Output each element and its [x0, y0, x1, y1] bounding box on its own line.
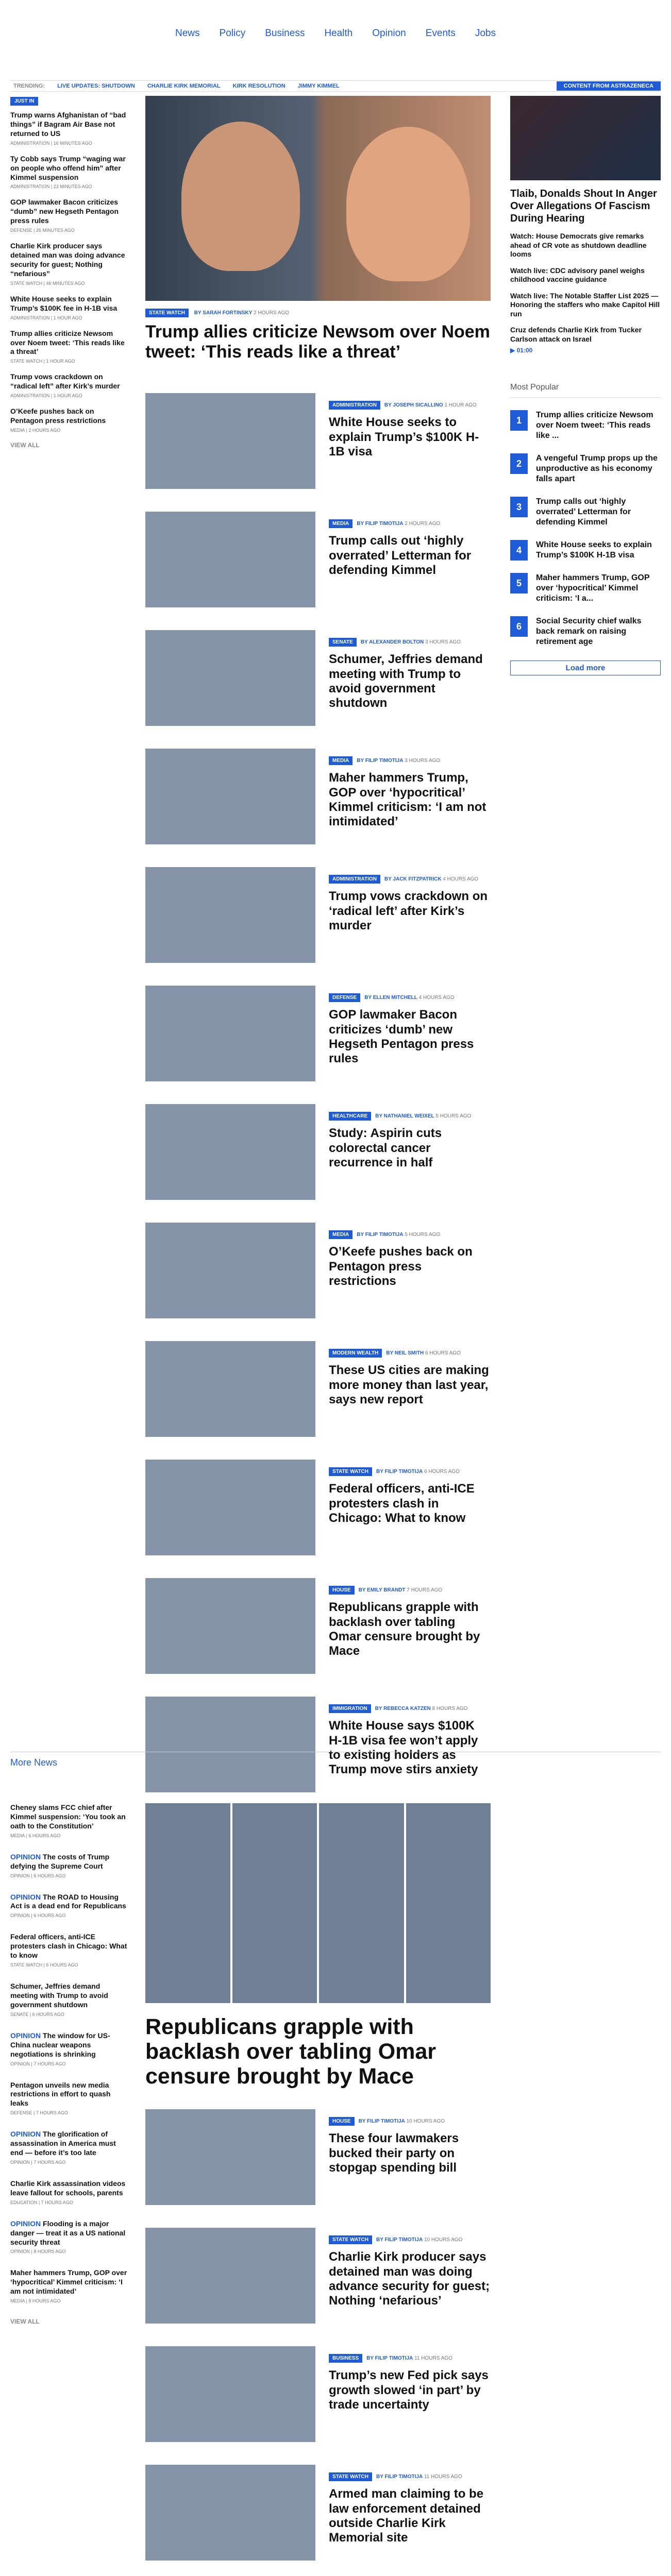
trending-link[interactable]: KIRK RESOLUTION	[232, 83, 286, 89]
story-thumbnail[interactable]	[145, 2228, 315, 2324]
headline[interactable]: White House seeks to explain Trump’s $100K fee in H-1B visa	[10, 294, 118, 312]
more-news-main	[145, 1803, 491, 2576]
story-headline[interactable]: Federal officers, anti-ICE protesters clash in Chicago: What to know	[329, 1482, 475, 1525]
byline[interactable]: BY FILIP TIMOTIJA	[376, 2474, 423, 2480]
story-card[interactable]	[145, 2109, 491, 2205]
story-body	[329, 1104, 491, 1200]
meta: EDUCATION | 7 HOURS AGO	[10, 2199, 73, 2205]
nav-policy[interactable]: Policy	[219, 28, 246, 39]
story-card[interactable]	[145, 393, 491, 489]
headline[interactable]: White House seeks to explain Trump’s $100K H-1B visa	[536, 540, 652, 560]
story-meta	[329, 2355, 491, 2361]
headline[interactable]: A vengeful Trump props up the unproductive as his economy falls apart	[536, 454, 658, 483]
opinion-label: OPINION	[10, 2219, 41, 2228]
story-card[interactable]	[145, 867, 491, 963]
hero-meta	[145, 310, 491, 316]
headline-text[interactable]: Cheney slams FCC chief after Kimmel suspension: ‘You took an oath to the Constitution’	[10, 1803, 126, 1830]
view-all-link[interactable]: VIEW ALL	[10, 441, 40, 449]
trending-label: TRENDING:	[13, 83, 45, 89]
story-headline[interactable]: These US cities are making more money than last year, says new report	[329, 1363, 489, 1406]
category-badge[interactable]: BUSINESS	[329, 2354, 362, 2363]
list-item[interactable]	[10, 111, 128, 146]
category-badge[interactable]: HOUSE	[329, 2117, 355, 2126]
meta: DEFENSE | 7 HOURS AGO	[10, 2110, 68, 2116]
headline[interactable]: Trump warns Afghanistan of “bad things” if Bagram Air Base not returned to US	[10, 111, 126, 138]
meta: MEDIA | 2 HOURS AGO	[10, 427, 61, 433]
story-meta	[329, 758, 491, 764]
story-meta	[329, 1232, 491, 1238]
category-badge[interactable]: ADMINISTRATION	[329, 401, 380, 410]
list-item[interactable]	[10, 198, 128, 233]
story-body	[329, 2228, 491, 2324]
category-badge[interactable]: DEFENSE	[329, 993, 360, 1002]
category-badge[interactable]: IMMIGRATION	[329, 1704, 371, 1713]
story-body	[329, 393, 491, 489]
headline[interactable]: Ty Cobb says Trump “waging war on people who offend him” after Kimmel suspension	[10, 154, 126, 181]
story-headline[interactable]: O’Keefe pushes back on Pentagon press restrictions	[329, 1245, 473, 1288]
category-badge[interactable]: ADMINISTRATION	[329, 875, 380, 884]
most-popular-item[interactable]	[510, 540, 661, 561]
story-card[interactable]	[145, 2228, 491, 2324]
story-thumbnail[interactable]	[145, 1223, 315, 1318]
timestamp: 6 HOURS AGO	[425, 1350, 461, 1357]
headline[interactable]: Trump allies criticize Newsom over Noem tweet: ‘This reads like a threat’	[10, 329, 125, 356]
story-thumbnail[interactable]	[145, 2346, 315, 2442]
category-badge[interactable]: HEALTHCARE	[329, 1112, 371, 1121]
byline[interactable]: BY FILIP TIMOTIJA	[376, 2237, 423, 2243]
story-body	[329, 2465, 491, 2561]
headline[interactable]: Social Security chief walks back remark on raising retirement age	[536, 617, 642, 646]
story-headline[interactable]: Trump vows crackdown on ‘radical left’ after Kirk’s murder	[329, 889, 488, 933]
byline[interactable]: BY FILIP TIMOTIJA	[376, 1469, 423, 1475]
headline-text[interactable]: Schumer, Jeffries demand meeting with Trump to avoid government shutdown	[10, 1982, 108, 2009]
story-card[interactable]	[145, 2346, 491, 2442]
headline[interactable]: O’Keefe pushes back on Pentagon press restrictions	[10, 407, 106, 425]
trending-bar	[10, 80, 661, 92]
story-meta	[329, 2237, 491, 2243]
list-item[interactable]	[10, 2179, 128, 2205]
meta: ADMINISTRATION | 1 HOUR AGO	[10, 393, 82, 399]
timestamp: 5 HOURS AGO	[435, 1113, 472, 1120]
just-in-rail	[10, 96, 128, 449]
meta: STATE WATCH | 1 HOUR AGO	[10, 359, 75, 364]
trending-link[interactable]: JIMMY KIMMEL	[297, 83, 340, 89]
story-card[interactable]	[145, 1104, 491, 1200]
list-item[interactable]	[10, 1893, 128, 1919]
video-link[interactable]: Watch: House Democrats give remarks ahead of CR vote as shutdown deadline looms	[510, 232, 647, 258]
headline-text[interactable]: Federal officers, anti-ICE protesters clash in Chicago: What to know	[10, 1933, 127, 1960]
timestamp: 10 HOURS AGO	[424, 2237, 463, 2243]
rank-badge: 6	[510, 616, 528, 637]
category-badge[interactable]: MODERN WEALTH	[329, 1349, 382, 1358]
story-body	[329, 986, 491, 1081]
timestamp: 5 HOURS AGO	[405, 1232, 441, 1238]
lead-image-mosaic[interactable]	[145, 1803, 491, 2003]
story-headline[interactable]: Republicans grapple with backlash over tabling Omar censure brought by Mace	[329, 1600, 480, 1658]
meta: OPINION | 7 HOURS AGO	[10, 2061, 66, 2066]
category-badge[interactable]: HOUSE	[329, 1586, 355, 1595]
byline[interactable]: BY JOSEPH SICALLINO	[384, 402, 443, 409]
story-headline[interactable]: These four lawmakers bucked their party on stopgap spending bill	[329, 2131, 459, 2175]
more-story-list	[145, 2109, 491, 2576]
headline[interactable]: Trump calls out ‘highly overrated’ Letterman for defending Kimmel	[536, 497, 631, 527]
story-thumbnail[interactable]	[145, 2465, 315, 2561]
video-link[interactable]: Watch live: CDC advisory panel weighs childhood vaccine guidance	[510, 266, 645, 283]
story-thumbnail[interactable]	[145, 867, 315, 963]
story-card[interactable]	[145, 1578, 491, 1674]
nav-jobs[interactable]: Jobs	[475, 28, 496, 39]
byline[interactable]: BY EMILY BRANDT	[358, 1587, 406, 1594]
story-meta	[329, 1706, 491, 1711]
opinion-label: OPINION	[10, 2031, 41, 2040]
nav-news[interactable]: News	[175, 28, 200, 39]
story-body	[329, 630, 491, 726]
story-meta	[329, 1587, 491, 1593]
story-body	[329, 749, 491, 844]
meta: MEDIA | 8 HOURS AGO	[10, 2298, 61, 2304]
byline[interactable]: BY ELLEN MITCHELL	[364, 995, 417, 1001]
nav-events[interactable]: Events	[425, 28, 456, 39]
opinion-label: OPINION	[10, 1892, 41, 1901]
more-news-list	[10, 1803, 128, 2325]
rank-badge: 5	[510, 573, 528, 594]
category-badge[interactable]: STATE WATCH	[329, 2472, 372, 2481]
most-popular-item[interactable]	[510, 497, 661, 528]
story-headline[interactable]: Trump’s new Fed pick says growth slowed ‘in part’ by trade uncertainty	[329, 2368, 489, 2412]
story-card[interactable]	[145, 1223, 491, 1318]
headline[interactable]	[10, 2179, 128, 2198]
story-meta	[329, 1469, 491, 1475]
byline[interactable]: BY JACK FITZPATRICK	[384, 876, 442, 883]
opinion-label: OPINION	[10, 1852, 41, 1861]
category-badge[interactable]: SENATE	[329, 638, 357, 647]
headline[interactable]	[10, 1933, 128, 1960]
headline-text[interactable]: The glorification of assassination in America must end — before it’s too late	[10, 2130, 116, 2157]
list-item[interactable]	[10, 2081, 128, 2116]
headline-text[interactable]: Flooding is a major danger — treat it as a US national security threat	[10, 2219, 126, 2246]
story-body	[329, 1697, 491, 1792]
meta: MEDIA | 6 HOURS AGO	[10, 1833, 61, 1838]
hero-image[interactable]	[145, 96, 491, 301]
story-thumbnail[interactable]	[145, 1460, 315, 1555]
most-popular-item[interactable]	[510, 573, 661, 604]
story-headline[interactable]: Study: Aspirin cuts colorectal cancer recurrence in half	[329, 1126, 442, 1170]
rank-badge: 1	[510, 410, 528, 431]
meta: ADMINISTRATION | 1 HOUR AGO	[10, 315, 82, 320]
meta: STATE WATCH | 46 MINUTES AGO	[10, 280, 85, 286]
sponsored-link[interactable]: CONTENT FROM ASTRAZENECA	[557, 81, 661, 91]
story-headline[interactable]: GOP lawmaker Bacon criticizes ‘dumb’ new Hegseth Pentagon press rules	[329, 1008, 474, 1066]
timestamp: 2 HOURS AGO	[254, 310, 290, 316]
list-item[interactable]	[10, 329, 128, 364]
story-thumbnail[interactable]	[145, 630, 315, 726]
story-thumbnail[interactable]	[145, 749, 315, 844]
video-thumbnail[interactable]	[510, 96, 661, 180]
story-card[interactable]	[145, 1697, 491, 1792]
byline[interactable]: BY FILIP TIMOTIJA	[358, 2119, 405, 2125]
story-body	[329, 512, 491, 607]
list-item[interactable]	[10, 2130, 128, 2165]
headline[interactable]	[10, 1853, 128, 1871]
list-item[interactable]	[10, 295, 128, 320]
story-headline[interactable]: Maher hammers Trump, GOP over ‘hypocritical’ Kimmel criticism: ‘I am not intimidated’	[329, 771, 487, 829]
story-card[interactable]	[145, 749, 491, 844]
story-card[interactable]	[145, 630, 491, 726]
category-badge[interactable]: MEDIA	[329, 1230, 353, 1239]
story-body	[329, 2346, 491, 2442]
story-meta	[329, 1113, 491, 1119]
hero-headline[interactable]: Trump allies criticize Newsom over Noem tweet: ‘This reads like a threat’	[145, 322, 490, 362]
photo	[406, 1803, 491, 2003]
story-thumbnail[interactable]	[145, 1341, 315, 1437]
meta: ADMINISTRATION | 16 MINUTES AGO	[10, 140, 92, 146]
most-popular-item[interactable]	[510, 410, 661, 441]
story-meta	[329, 876, 491, 882]
timestamp: 11 HOURS AGO	[414, 2355, 452, 2362]
story-thumbnail[interactable]	[145, 1697, 315, 1792]
headline-text[interactable]: Charlie Kirk assassination videos leave fallout for schools, parents	[10, 2179, 126, 2197]
story-headline[interactable]: Trump calls out ‘highly overrated’ Letterman for defending Kimmel	[329, 534, 472, 577]
story-card[interactable]	[145, 512, 491, 607]
story-card[interactable]	[145, 986, 491, 1081]
story-card[interactable]	[145, 2465, 491, 2561]
story-thumbnail[interactable]	[145, 1578, 315, 1674]
story-meta	[329, 2474, 491, 2480]
category-badge[interactable]: STATE WATCH	[329, 1467, 372, 1476]
story-body	[329, 1223, 491, 1318]
story-meta	[329, 2119, 491, 2124]
video-duration[interactable]: ▶ 01:00	[510, 347, 533, 354]
timestamp: 4 HOURS AGO	[418, 995, 455, 1001]
story-list	[145, 393, 491, 1792]
story-headline[interactable]: White House seeks to explain Trump’s $100K H-1B visa	[329, 415, 479, 459]
byline[interactable]: BY NEIL SMITH	[386, 1350, 424, 1357]
headline-text[interactable]: The ROAD to Housing Act is a dead end for Republicans	[10, 1892, 126, 1910]
lead-headline[interactable]: Republicans grapple with backlash over tabling Omar censure brought by Mace	[145, 2014, 436, 2089]
meta: OPINION | 7 HOURS AGO	[10, 2159, 66, 2165]
timestamp: 11 HOURS AGO	[424, 2474, 462, 2480]
story-card[interactable]	[145, 1460, 491, 1555]
featured-video-title[interactable]: Tlaib, Donalds Shout In Anger Over Allegations Of Fascism During Hearing	[510, 188, 657, 224]
story-thumbnail[interactable]	[145, 986, 315, 1081]
headline[interactable]	[10, 2219, 128, 2247]
story-card[interactable]	[145, 1341, 491, 1437]
story-thumbnail[interactable]	[145, 393, 315, 489]
story-thumbnail[interactable]	[145, 512, 315, 607]
headline[interactable]: Charlie Kirk producer says detained man was doing advance security for guest; Nothing “nefarious”	[10, 242, 125, 278]
right-rail	[510, 96, 661, 675]
list-item[interactable]	[10, 242, 128, 286]
story-meta	[329, 521, 491, 527]
headline-text[interactable]: Pentagon unveils new media restrictions in effort to quash leaks	[10, 2080, 111, 2108]
story-body	[329, 1341, 491, 1437]
photo-subject	[346, 127, 470, 281]
nav-opinion[interactable]: Opinion	[372, 28, 406, 39]
most-popular-item[interactable]	[510, 453, 661, 484]
byline[interactable]: BY SARAH FORTINSKY	[194, 310, 253, 316]
category-badge[interactable]: STATE WATCH	[329, 2235, 372, 2244]
headline[interactable]	[10, 2031, 128, 2059]
headline[interactable]	[10, 1982, 128, 2010]
story-headline[interactable]: Schumer, Jeffries demand meeting with Trump to avoid government shutdown	[329, 652, 483, 710]
most-popular-item[interactable]	[510, 616, 661, 647]
story-headline[interactable]: Charlie Kirk producer says detained man was doing advance security for guest; Nothing ‘nefarious’	[329, 2250, 490, 2308]
story-meta	[329, 1350, 491, 1356]
story-thumbnail[interactable]	[145, 1104, 315, 1200]
list-item[interactable]	[10, 2031, 128, 2066]
headline[interactable]: GOP lawmaker Bacon criticizes “dumb” new Hegseth Pentagon press rules	[10, 198, 119, 225]
timestamp: 10 HOURS AGO	[406, 2119, 445, 2125]
meta: OPINION | 6 HOURS AGO	[10, 1913, 66, 1919]
story-body	[329, 2109, 491, 2205]
headline[interactable]	[10, 2130, 128, 2158]
timestamp: 4 HOURS AGO	[443, 876, 479, 883]
byline[interactable]: BY REBECCA KATZEN	[375, 1706, 431, 1712]
nav-health[interactable]: Health	[324, 28, 353, 39]
byline[interactable]: BY ALEXANDER BOLTON	[360, 639, 424, 646]
story-headline[interactable]: Armed man claiming to be law enforcement detained outside Charlie Kirk Memorial site	[329, 2487, 484, 2545]
byline[interactable]: BY FILIP TIMOTIJA	[357, 521, 404, 527]
view-all-link[interactable]: VIEW ALL	[10, 2318, 40, 2326]
timestamp: 2 HOURS AGO	[405, 521, 441, 527]
story-headline[interactable]: White House says $100K H-1B visa fee won’t apply to existing holders as Trump move stirs anxiety	[329, 1719, 478, 1777]
photo	[232, 1803, 317, 2003]
headline[interactable]: Trump allies criticize Newsom over Noem tweet: ‘This reads like ...	[536, 411, 653, 440]
nav-business[interactable]: Business	[265, 28, 305, 39]
headline-text[interactable]: Maher hammers Trump, GOP over ‘hypocritical’ Kimmel criticism: ‘I am not intimidated’	[10, 2268, 127, 2296]
most-popular-heading: Most Popular	[510, 383, 661, 398]
meta: ADMINISTRATION | 23 MINUTES AGO	[10, 184, 92, 190]
headline[interactable]	[10, 1803, 128, 1831]
timestamp: 1 HOUR AGO	[444, 402, 477, 409]
headline-text[interactable]: The costs of Trump defying the Supreme Court	[10, 1852, 110, 1870]
story-body	[329, 867, 491, 963]
list-item[interactable]	[10, 155, 128, 190]
byline[interactable]: BY FILIP TIMOTIJA	[357, 758, 404, 764]
photo-subject	[181, 122, 300, 271]
byline[interactable]: BY FILIP TIMOTIJA	[366, 2355, 413, 2362]
opinion-label: OPINION	[10, 2130, 41, 2139]
byline[interactable]: BY NATHANIEL WEIXEL	[375, 1113, 434, 1120]
headline[interactable]	[10, 2268, 128, 2296]
category-badge[interactable]: MEDIA	[329, 519, 353, 528]
rank-badge: 3	[510, 497, 528, 517]
headline[interactable]: Maher hammers Trump, GOP over ‘hypocritical’ Kimmel criticism: ‘I a...	[536, 573, 650, 603]
byline[interactable]: BY FILIP TIMOTIJA	[357, 1232, 404, 1238]
timestamp: 7 HOURS AGO	[407, 1587, 443, 1594]
rank-badge: 2	[510, 453, 528, 474]
timestamp: 8 HOURS AGO	[432, 1706, 468, 1712]
list-item[interactable]	[10, 1803, 128, 1838]
timestamp: 3 HOURS AGO	[405, 758, 441, 764]
timestamp: 6 HOURS AGO	[424, 1469, 460, 1475]
list-item[interactable]	[10, 2268, 128, 2303]
primary-nav	[0, 0, 671, 67]
story-meta	[329, 402, 491, 408]
list-item[interactable]	[10, 1853, 128, 1878]
headline-text[interactable]: The window for US-China nuclear weapons negotiations is shrinking	[10, 2031, 110, 2058]
meta: OPINION | 8 HOURS AGO	[10, 2249, 66, 2255]
story-meta	[329, 995, 491, 1001]
list-item[interactable]	[10, 372, 128, 398]
category-badge[interactable]: MEDIA	[329, 756, 353, 765]
story-thumbnail[interactable]	[145, 2109, 315, 2205]
list-item[interactable]	[10, 407, 128, 433]
video-link[interactable]: Cruz defends Charlie Kirk from Tucker Carlson attack on Israel	[510, 326, 642, 343]
story-body	[329, 1460, 491, 1555]
headline[interactable]	[10, 2081, 128, 2109]
meta: DEFENSE | 26 MINUTES AGO	[10, 228, 75, 233]
list-item[interactable]	[10, 1933, 128, 1968]
trending-link[interactable]: LIVE UPDATES: SHUTDOWN	[57, 83, 135, 89]
story-meta	[329, 639, 491, 645]
headline[interactable]: Trump vows crackdown on “radical left” after Kirk’s murder	[10, 372, 120, 391]
timestamp: 3 HOURS AGO	[425, 639, 461, 646]
load-more-button[interactable]: Load more	[510, 660, 661, 675]
rank-badge: 4	[510, 540, 528, 561]
more-news-heading: More News	[10, 1752, 661, 1768]
list-item[interactable]	[10, 1982, 128, 2017]
meta: SENATE | 6 HOURS AGO	[10, 2011, 64, 2017]
photo	[145, 1803, 230, 2003]
story-body	[329, 1578, 491, 1674]
photo	[319, 1803, 404, 2003]
trending-link[interactable]: CHARLIE KIRK MEMORIAL	[147, 83, 221, 89]
meta: STATE WATCH | 6 HOURS AGO	[10, 1962, 78, 1968]
category-badge[interactable]: STATE WATCH	[145, 309, 189, 317]
list-item[interactable]	[10, 2219, 128, 2255]
meta: OPINION | 6 HOURS AGO	[10, 1873, 66, 1878]
headline[interactable]	[10, 1893, 128, 1911]
top-stories	[145, 96, 491, 1792]
video-link[interactable]: Watch live: The Notable Staffer List 2025 — Honoring the staffers who make Capitol Hill run	[510, 291, 660, 318]
just-in-badge: JUST IN	[10, 97, 38, 106]
